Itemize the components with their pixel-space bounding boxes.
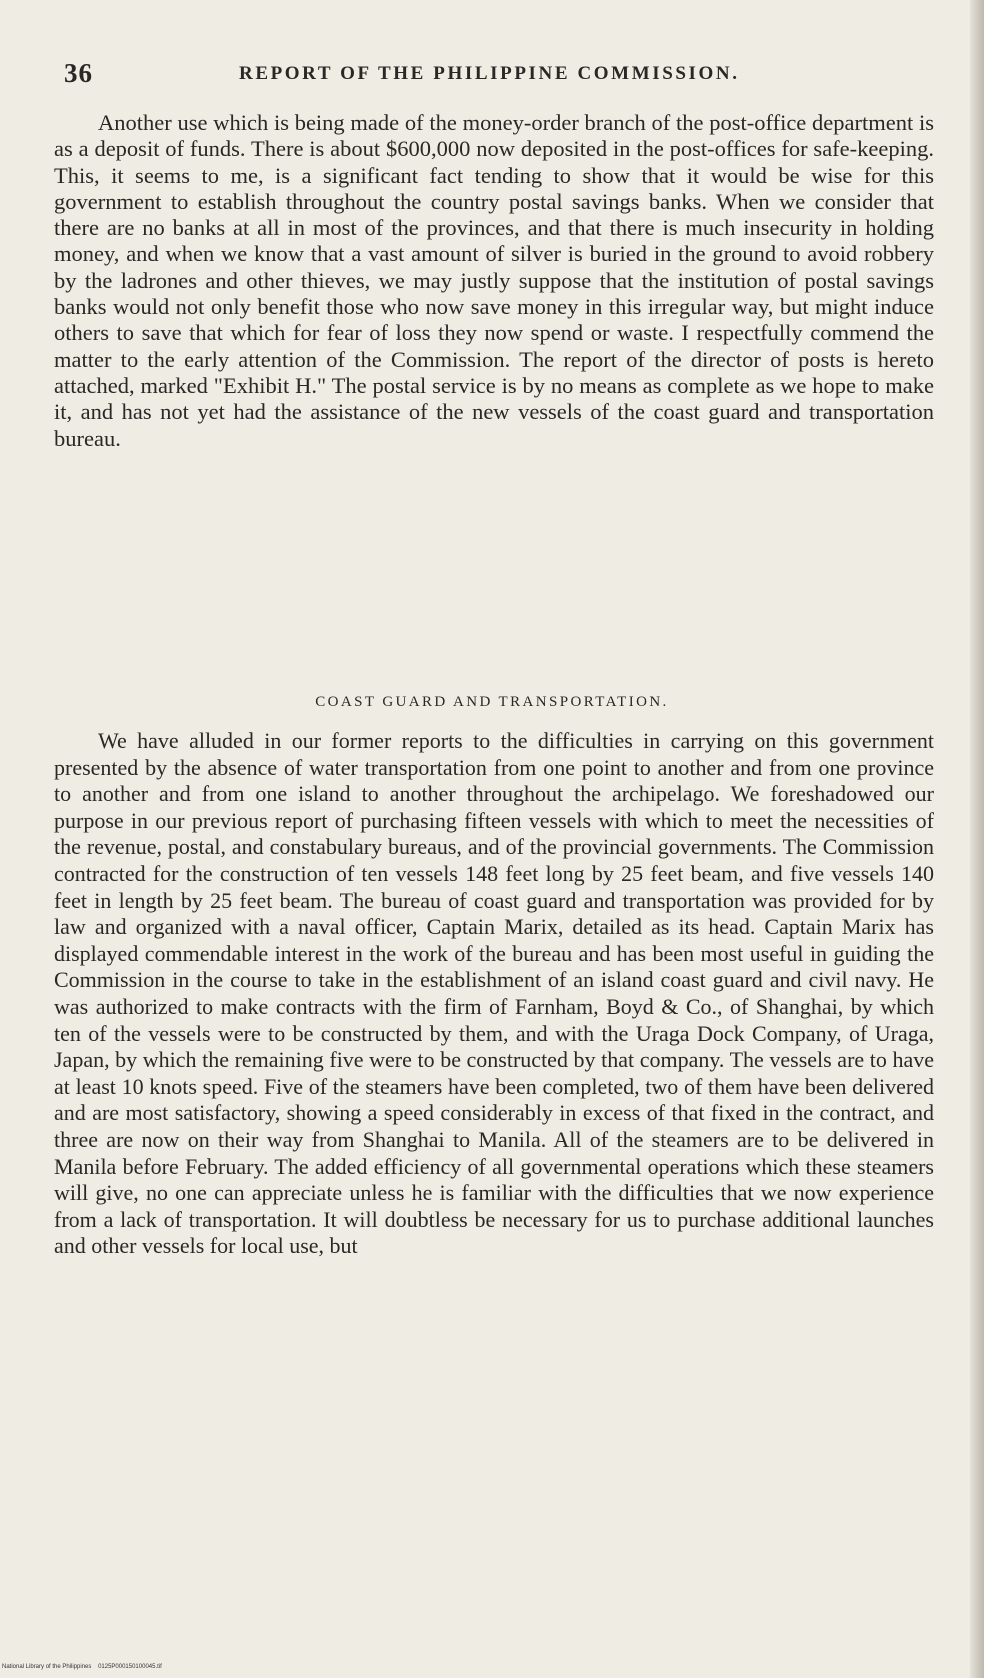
section-heading: COAST GUARD AND TRANSPORTATION. — [315, 694, 669, 710]
scan-footer — [2, 1664, 162, 1670]
library-mark: National Library of the Philippines — [2, 1664, 92, 1670]
body-text-section — [54, 728, 934, 1260]
body-text-top — [54, 110, 934, 452]
page-edge-shadow — [970, 0, 984, 1678]
running-title: REPORT OF THE PHILIPPINE COMMISSION. — [239, 63, 740, 84]
page-number: 36 — [64, 58, 93, 88]
scan-id: 0125P000150100045.tif — [98, 1664, 162, 1670]
page-header — [64, 58, 924, 88]
paragraph-coast-guard: We have alluded in our former reports to the difficulties in carrying on this government presented by the absence of water transportation from one point to another and from one province to another and from one island to another throughout the archipelago. We foreshadowed our purpose in our previous report of purchasing fifteen vessels with which to meet the necessities of the revenue, postal, and constabulary bureaus, and of the provincial governments. The Commission contracted for the construction of ten vessels 148 feet long by 25 feet beam, and five vessels 140 feet in length by 25 feet beam. The bureau of coast guard and transportation was provided for by law and organized with a naval officer, Captain Marix, detailed as its head. Captain Marix has displayed commendable interest in the work of the bureau and has been most useful in guiding the Commission in the course to take in the establishment of an island coast guard and civil navy. He was authorized to make contracts with the firm of Farnham, Boyd & Co., of Shanghai, by which ten of the vessels were to be constructed by them, and with the Uraga Dock Company, of Uraga, Japan, by which the remaining five were to be constructed by that company. The vessels are to have at least 10 knots speed. Five of the steamers have been completed, two of them have been delivered and are most satisfactory, showing a speed considerably in excess of that fixed in the contract, and three are now on their way from Shanghai to Manila. All of the steamers are to be delivered in Manila before February. The added efficiency of all governmental operations which these steamers will give, no one can appreciate unless he is familiar with the difficulties that we now experience from a lack of transportation. It will doubtless be necessary for us to purchase additional launches and other vessels for local use, but — [54, 728, 934, 1259]
paragraph-money-order: Another use which is being made of the money-order branch of the post-office department is as a deposit of funds. There is about $600,000 now deposited in the post-offices for safe-keeping. This, it seems to me, is a significant fact tending to show that it would be wise for this government to establish throughout the country postal savings banks. When we consider that there are no banks at all in most of the provinces, and that there is much insecurity in holding money, and when we know that a vast amount of silver is buried in the ground to avoid robbery by the ladrones and other thieves, we may justly suppose that the institution of postal savings banks would not only benefit those who now save money in this irregular way, but might induce others to save that which for fear of loss they now spend or waste. I respectfully commend the matter to the early attention of the Commission. The report of the director of posts is hereto attached, marked "Exhibit H." The postal service is by no means as complete as we hope to make it, and has not yet had the assistance of the new vessels of the coast guard and transportation bureau. — [54, 110, 934, 451]
